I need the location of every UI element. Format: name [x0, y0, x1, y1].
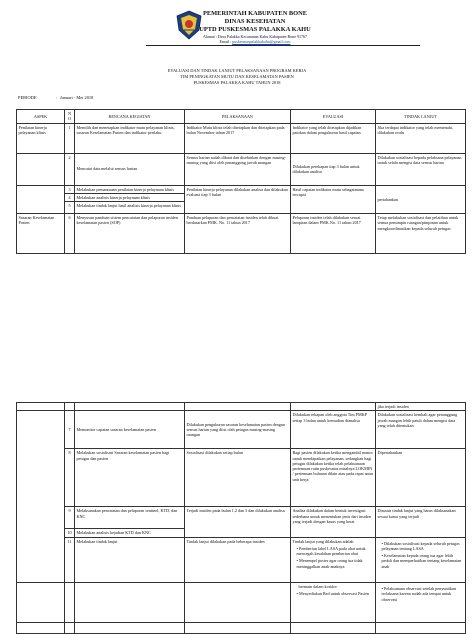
- table-row: [17, 449, 466, 507]
- cell-evaluasi: Dilakukan perekapan tiap 3 bulan untuk dilakukan analisa: [291, 153, 376, 185]
- cell-tindak: [376, 583, 466, 623]
- cell-tindak: Dipertahankan: [376, 449, 466, 507]
- cell-tindak: pertahankan: [376, 185, 466, 214]
- cell-rencana: Menyusun panduan sistem pencatatan dan pelaporan insiden keselamatan pasien (SOP): [75, 214, 185, 254]
- cell-tindak: Dilakukan sosialisasi kembali agar penanggung jawab mangan lebih patuh dalam mengisi data yang telah ditentukan: [376, 411, 466, 449]
- cell-no: 8: [65, 449, 75, 507]
- cell-pelaksanaan: Penilaian kinerja pelayanan dilakukan analisa dan dilakukan evaluasi tiap 3 bulan: [185, 185, 291, 214]
- cell-pelaksanaan: Dilakukan pengukuran sasaran keselamatan pasien dengan sensus harian yang diisi oleh petugas masing-masing ruangan: [185, 411, 291, 449]
- program-table-page3-fragment: [16, 582, 466, 623]
- evaluasi-head: Tindak lanjut yang dilakukan adalah: [292, 538, 354, 544]
- cell-pelaksanaan: Indikator Mutu klinis telah ditetapkan dan ditetapkan pada bulan November tahun 2017: [185, 123, 291, 153]
- cell-rencana: [75, 583, 185, 623]
- program-table-page1: [16, 109, 466, 254]
- cell-pelaksanaan: Tindak lanjut dilakukan pada beberapa insiden: [185, 537, 291, 633]
- col-rencana: RENCANA KEGIATAN: [75, 110, 185, 124]
- header-line1: PEMERINTAH KABUPATEN BONE: [202, 10, 308, 17]
- evaluasi-item: • Menyediakan Bed untuk observasi Pasien: [296, 591, 370, 597]
- cell-pelaksanaan: Sensus harian sudah dibuat dan disebarkan dengan masing-masing yang diisi oleh penanggung jawab mangan: [185, 153, 291, 185]
- cell-no: 10: [65, 529, 75, 537]
- cell-evaluasi: Hasil capaian indikator mutu sebagaimana tercapai: [291, 185, 376, 214]
- cell-rencana: Melakukan analisis kejadian KTD dan KNC: [75, 529, 185, 537]
- table-row: [17, 411, 466, 449]
- period-sep: :: [55, 95, 57, 100]
- cell-evaluasi: Indikator yang telah ditetapkan dijadikan patokan dalam pengukuran hasil capaian: [291, 123, 376, 153]
- cell-rencana: Melakukan tindak lanjut: [75, 537, 185, 633]
- table-row: [17, 185, 466, 193]
- cell-evaluasi: Bagi pasien dilakukan ketika mengambil nomor untuk mendapatkan pelayanan, sedangkan bagi petugas dilakukan ketika telah pelaksanaan pertemuan rutin puskesmas misalnya LOKMIN / pertemuan bulanan dilain atau pada rapat antar unit kerja: [291, 449, 376, 507]
- cell-rencana: Melakukan analisis kinerja pelayanan klinis: [75, 193, 185, 201]
- cell-rencana: Melakukan tindak lanjut hasil analisis kinerja pelayanan klinis: [75, 202, 185, 214]
- cell-evaluasi: [291, 583, 376, 623]
- cell-no: 2: [65, 153, 75, 185]
- cell-rencana: Melakukan pemantauan penilaian kinerja pelayanan klinis: [75, 185, 185, 193]
- cell-rencana: Mencatat data melalui sensus harian: [75, 153, 185, 185]
- cell-rencana: Melaksanakan pencatatan dan pelaporan sentinel, KTD, dan KNC: [75, 507, 185, 529]
- evaluasi-item: • Menempel poster agar orang tua tidak meninggalkan anak-anaknya: [296, 558, 363, 569]
- cell-evaluasi: Pelaporan insiden telah dilakukan sesuai lampiran dalam PMK.No. 11 tahun 2017: [291, 214, 376, 254]
- cell-aspek: Penilaian kinerja pelayanan klinis: [17, 123, 65, 153]
- cell-no: 9: [65, 507, 75, 529]
- tindak-item: • Dilakukan sosialisasi kepada seluruh petugas pelayanan tentang LASA: [381, 540, 460, 551]
- cell-pelaksanaan: [185, 403, 291, 411]
- cell-tindak: Dilakukan sosialisasi kepada pelaksana pelayanan untuk selalu mengisi data sensus harian: [376, 153, 466, 185]
- cell-evaluasi: Dilakukan rekapan oleh anggota Tim PMKP setiap 3 bulan untuk kemudian dianalisa: [291, 411, 376, 449]
- header-divider: [146, 45, 420, 46]
- period-label: PERIODE: [18, 95, 37, 100]
- col-no: NO: [65, 110, 75, 124]
- col-pelaksanaan: PELAKSANAAN: [185, 110, 291, 124]
- header-line3: UPTD PUSKESMAS PALAKKA KAHU: [199, 26, 311, 33]
- cell-pelaksanaan: Terjadi insiden pada bulan 1,2 dan 3 dan dilakukan analisa: [185, 507, 291, 537]
- cell-aspek: [17, 583, 65, 623]
- cell-aspek: [17, 185, 65, 214]
- cell-pelaksanaan: Sosialisasi dilakukan setiap bulan: [185, 449, 291, 507]
- tindak-item: • Keselamatan kepada orang tua agar lebih peduli dan memperhatikan tentang keselamatan anak: [381, 553, 462, 569]
- cell-tindak: jika terjadi insiden: [376, 403, 466, 411]
- cell-rencana: Melakukan sosialisasi Sasaran keselamatan pasien bagi petugas dan pasien: [75, 449, 185, 507]
- cell-pelaksanaan: Panduan pelaporan dan pencatatan insiden telah dibuat berdasarkan PMK. No. 11 tahun 2017: [185, 214, 291, 254]
- col-aspek: ASPEK: [17, 110, 65, 124]
- table-row: [17, 123, 466, 153]
- header-address: Alamat : Desa Palakka Kecamatan Kahu Kabupaten Bone 91767: [203, 34, 307, 39]
- cell-no: 6: [65, 214, 75, 254]
- cell-no: 4: [65, 193, 75, 201]
- cell-evaluasi: Analisa dilakukan dalam bentuk investigasi sederhana untuk menentukan jenis dari insiden yang terjadi dengan kasus yang berat: [291, 507, 376, 537]
- title-line1: EVALUASI DAN TINDAK LANJUT PELAKSANAAN PROGRAM KERJA: [167, 68, 307, 73]
- cell-no: 11: [65, 537, 75, 633]
- cell-no: 5: [65, 202, 75, 214]
- cell-aspek: [17, 153, 65, 185]
- header-email-label: Email :: [219, 39, 232, 44]
- header-line2: DINAS KESEHATAN: [224, 18, 286, 25]
- table-row: [17, 507, 466, 529]
- title-line3: PUSKESMAS PALAKKA KAHU TAHUN 2018: [193, 80, 281, 85]
- cell-evaluasi: [291, 403, 376, 411]
- col-evaluasi: EVALUASI: [291, 110, 376, 124]
- evaluasi-tail: bermain dalam koridor: [298, 584, 337, 589]
- title-line2: TIM PENINGKATAN MUTU DAN KESELAMATAN PASIEN: [180, 74, 294, 79]
- cell-aspek: [17, 403, 65, 411]
- cell-pelaksanaan: [185, 583, 291, 623]
- header-email-link[interactable]: puskesmaspalakkakahu@gmail.com: [232, 39, 291, 44]
- table-row: [17, 403, 466, 411]
- table-row: [17, 583, 466, 623]
- period-row: [18, 95, 93, 101]
- cell-tindak: Jika terdapat indikator yang telah memenuhi, dilakukan evalu: [376, 123, 466, 153]
- cell-no: [65, 583, 75, 623]
- cell-aspek: Sasaran Keselamatan Pasien: [17, 214, 65, 254]
- cell-rencana: Memilih dan menetapkan indikator mutu pelayanan klinis, sasaran Keselamatan Pasien dan indikator perilaku: [75, 123, 185, 153]
- cell-no: 1: [65, 123, 75, 153]
- tindak-item: • Pelaksanaan observasi setelah penyuntikan terlaksana karena sudah ada tempat untuk observasi: [381, 586, 456, 602]
- cell-no: 7: [65, 411, 75, 449]
- evaluasi-item: • Pemberian label LASA pada obat untuk mencegah kesalahan pemberian obat: [296, 545, 366, 556]
- cell-rencana: Memonitor capaian sasaran keselamatan pasien: [75, 411, 185, 449]
- table-row: [17, 153, 466, 185]
- cell-rencana: [75, 403, 185, 411]
- table-header-row: [17, 110, 466, 124]
- cell-tindak: Disusun tindak lanjut yang harus dilaksanakan sesuai kasus yang terjadi: [376, 507, 466, 537]
- col-tindak-lanjut: TINDAK LANJUT: [376, 110, 466, 124]
- period-value: Januari - Mei 2018: [60, 95, 94, 100]
- cell-tindak: Tetap melakukan sosialisasi dan pelatihan untuk semua pemimpin ruangan/pimpinan untuk mengkoordinasikan kepada seluruh petugas: [376, 214, 466, 254]
- header-email-row: [0, 39, 474, 44]
- cell-no: [65, 403, 75, 411]
- cell-no: 3: [65, 185, 75, 193]
- table-row: [17, 214, 466, 254]
